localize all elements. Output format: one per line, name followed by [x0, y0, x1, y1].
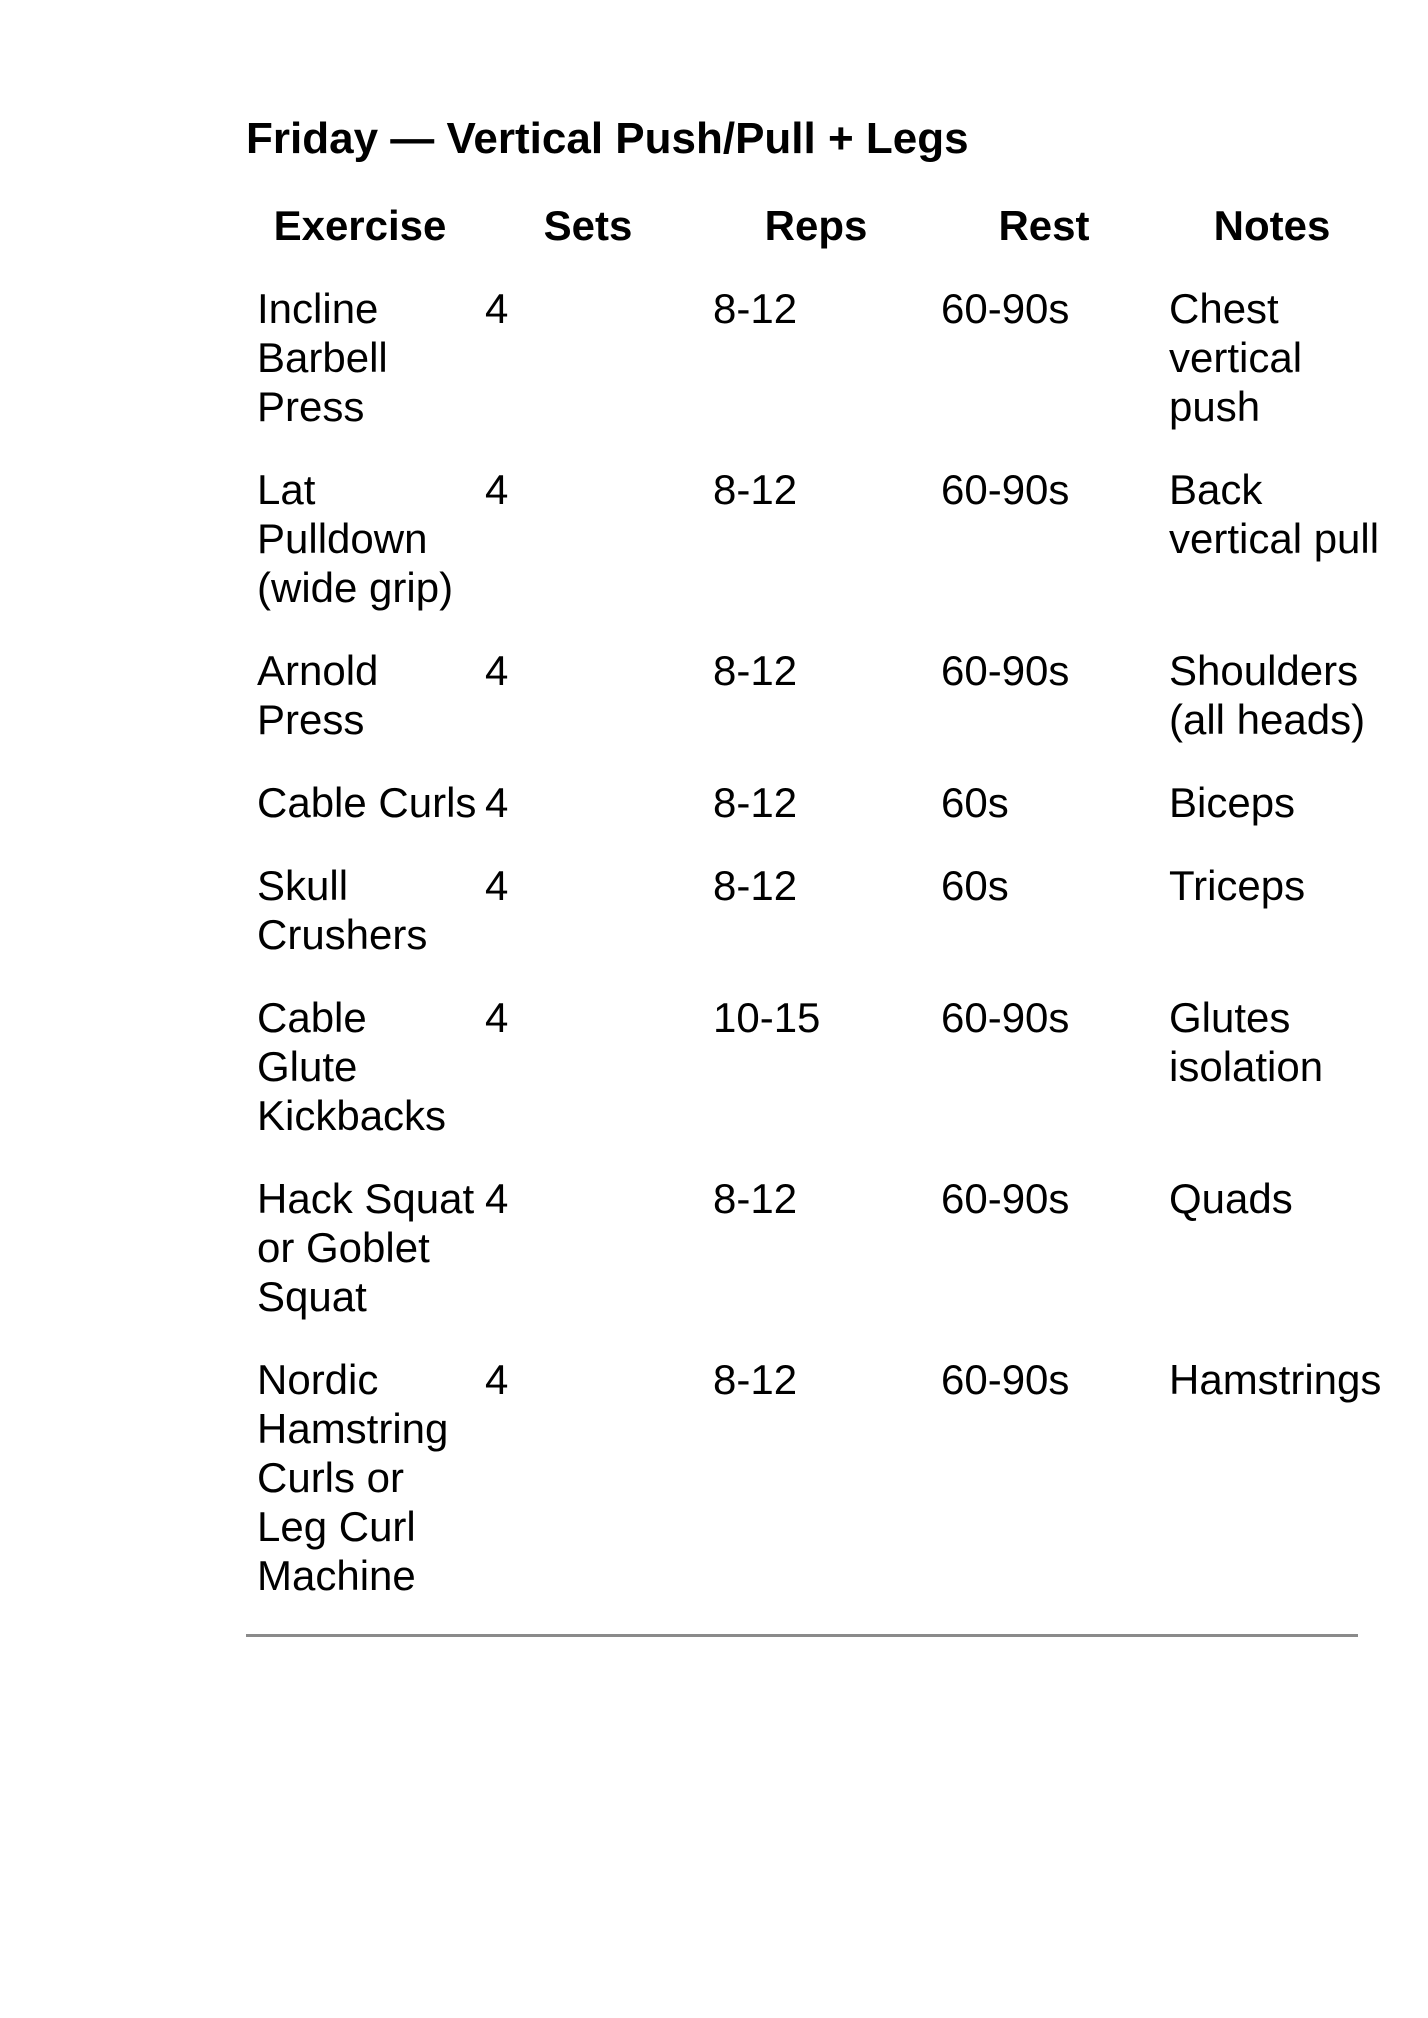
- cell-sets: 4: [485, 1175, 509, 1222]
- cell-exercise: Skull Crushers: [257, 862, 428, 958]
- cell-exercise: Cable Curls: [257, 779, 477, 826]
- cell-exercise: Cable Glute Kickbacks: [257, 994, 447, 1139]
- cell-notes: Triceps: [1169, 862, 1306, 909]
- table-row: [246, 1174, 1386, 1355]
- cell-notes: Quads: [1169, 1175, 1293, 1222]
- cell-rest: 60-90s: [941, 285, 1070, 332]
- cell-sets: 4: [485, 779, 509, 826]
- column-header-rest: Rest: [998, 202, 1090, 249]
- cell-notes: Shoulders (all heads): [1169, 647, 1366, 743]
- table-row: [246, 861, 1386, 993]
- cell-reps: 8-12: [713, 1175, 798, 1222]
- bottom-divider: [246, 1634, 1358, 1637]
- table-row: [246, 284, 1386, 465]
- cell-notes: Biceps: [1169, 779, 1296, 826]
- table-row: [246, 1355, 1386, 1634]
- cell-reps: 8-12: [713, 466, 798, 513]
- cell-rest: 60-90s: [941, 1175, 1070, 1222]
- cell-notes: Glutes isolation: [1169, 994, 1324, 1090]
- cell-sets: 4: [485, 862, 509, 909]
- cell-exercise: Lat Pulldown (wide grip): [257, 466, 454, 611]
- page-title: Friday — Vertical Push/Pull + Legs: [246, 114, 969, 163]
- table-row: [246, 465, 1386, 646]
- cell-rest: 60-90s: [941, 1356, 1070, 1403]
- cell-reps: 8-12: [713, 779, 798, 826]
- cell-reps: 8-12: [713, 285, 798, 332]
- cell-reps: 8-12: [713, 862, 798, 909]
- cell-sets: 4: [485, 1356, 509, 1403]
- cell-rest: 60s: [941, 779, 1009, 826]
- cell-rest: 60-90s: [941, 994, 1070, 1041]
- cell-exercise: Nordic Hamstring Curls or Leg Curl Machine: [257, 1356, 449, 1599]
- cell-reps: 8-12: [713, 647, 798, 694]
- header-row: [246, 201, 1386, 284]
- column-header-exercise: Exercise: [273, 202, 447, 249]
- cell-sets: 4: [485, 994, 509, 1041]
- table-row: [246, 993, 1386, 1174]
- cell-rest: 60-90s: [941, 647, 1070, 694]
- cell-exercise: Hack Squat or Goblet Squat: [257, 1175, 475, 1320]
- cell-notes: Hamstrings: [1169, 1356, 1382, 1403]
- table-row: [246, 778, 1386, 861]
- cell-rest: 60s: [941, 862, 1009, 909]
- column-header-notes: Notes: [1213, 202, 1331, 249]
- column-header-sets: Sets: [543, 202, 633, 249]
- cell-notes: Back vertical pull: [1169, 466, 1380, 562]
- cell-sets: 4: [485, 285, 509, 332]
- cell-rest: 60-90s: [941, 466, 1070, 513]
- cell-exercise: Arnold Press: [257, 647, 379, 743]
- cell-notes: Chest vertical push: [1169, 285, 1303, 430]
- cell-sets: 4: [485, 466, 509, 513]
- workout-table: [246, 201, 1386, 1634]
- cell-reps: 8-12: [713, 1356, 798, 1403]
- cell-sets: 4: [485, 647, 509, 694]
- column-header-reps: Reps: [764, 202, 868, 249]
- table-row: [246, 646, 1386, 778]
- cell-exercise: Incline Barbell Press: [257, 285, 388, 430]
- cell-reps: 10-15: [713, 994, 821, 1041]
